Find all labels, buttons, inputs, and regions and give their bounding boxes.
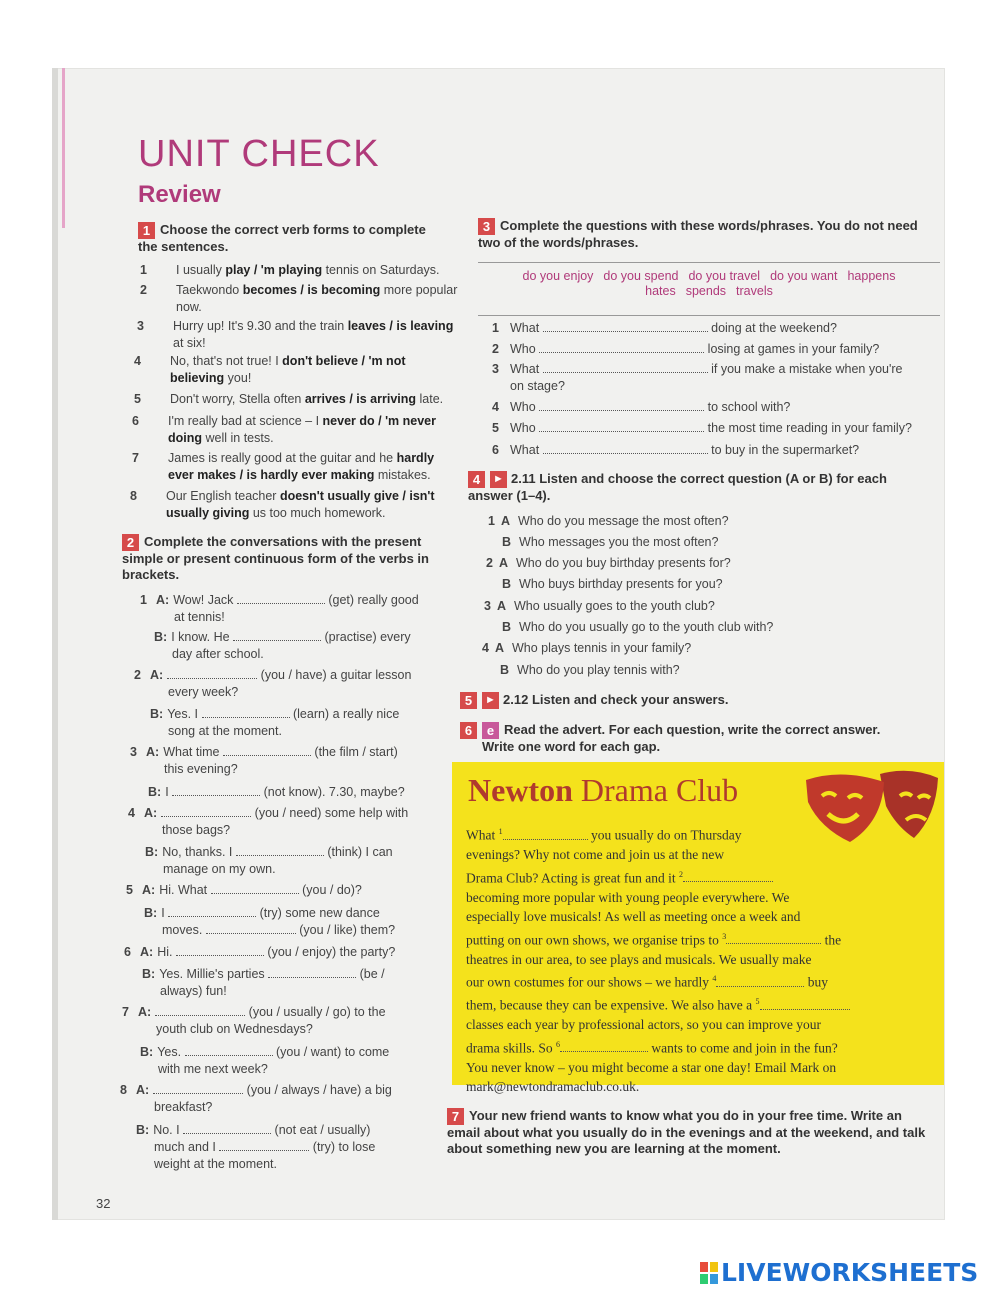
speaker: A:: [142, 883, 156, 897]
drama-club-advert: [452, 762, 944, 1094]
item-text: I: [165, 785, 173, 799]
speaker: A:: [150, 668, 164, 682]
answer-gap[interactable]: [161, 805, 251, 817]
ex2-instruction-text: Complete the conversations with the present simple or present continuous form of the verbs in brackets.: [122, 534, 429, 582]
advert-line: [466, 1015, 896, 1035]
item-text: I: [161, 906, 169, 920]
ex2-instruction: [122, 534, 440, 583]
item-text: What time: [163, 745, 223, 759]
item-text: James is really good at the guitar and he: [168, 451, 397, 465]
ex6-number: 6: [460, 722, 477, 739]
verb-options[interactable]: never do / 'm never doing: [168, 414, 436, 445]
advert-text-segment: them, because they can be expensive. We also have a: [466, 997, 756, 1013]
option-letter: B: [500, 663, 510, 677]
item-number: 4: [482, 641, 489, 655]
item-text: mistakes.: [374, 468, 431, 482]
table-row: [122, 1004, 432, 1038]
advert-line: [466, 1077, 896, 1097]
option-text: Who messages you the most often?: [519, 535, 719, 549]
verb-hint: (you / usually / go) to the: [245, 1005, 386, 1019]
page-edge-mark: [62, 68, 65, 228]
option-text: Who plays tennis in your family?: [511, 641, 692, 655]
item-number: 2: [140, 283, 147, 297]
word-option: do you want: [770, 269, 838, 283]
item-number: 4: [128, 806, 135, 820]
verb-hint: (not eat / usually): [271, 1123, 371, 1137]
advert-text-segment: theatres in our area, to see plays and musicals. We usually make: [466, 951, 812, 967]
item-text: weight at the moment.: [154, 1157, 277, 1171]
table-row: [120, 1082, 430, 1116]
answer-gap[interactable]: [202, 706, 290, 718]
advert-line: [466, 927, 896, 950]
page-number: 32: [96, 1196, 111, 1211]
item-text: What: [510, 362, 543, 376]
item-text: I usually: [176, 263, 226, 277]
item-text: Yes. Millie's parties: [159, 967, 269, 981]
item-text: Hi.: [157, 945, 176, 959]
item-text: much and I: [154, 1140, 220, 1154]
speaker: B:: [148, 785, 162, 799]
answer-gap[interactable]: [167, 667, 257, 679]
item-number: 8: [120, 1083, 127, 1097]
advert-text-segment: wants to come and join in the fun?: [648, 1040, 838, 1055]
item-number: 5: [492, 421, 499, 435]
list-item: [492, 442, 942, 459]
advert-line: [466, 950, 896, 970]
speaker: B:: [140, 1045, 154, 1059]
item-text: the most time reading in your family?: [704, 421, 912, 435]
item-text: youth club on Wednesdays?: [156, 1022, 313, 1036]
item-number: 6: [132, 414, 139, 428]
list-item[interactable]: [484, 598, 914, 615]
ex6-instruction-text: Read the advert. For each question, write the correct answer.: [504, 722, 881, 737]
advert-text-segment: you usually do on Thursday: [587, 827, 742, 843]
item-number: 3: [137, 319, 144, 333]
option-letter: A: [496, 599, 506, 613]
gap-number: 2: [678, 869, 683, 879]
item-text: song at the moment.: [168, 724, 282, 738]
answer-gap[interactable]: [543, 442, 708, 454]
speaker: B:: [142, 967, 156, 981]
ex4-number: 4: [468, 471, 485, 488]
word-option: travels: [736, 284, 773, 298]
table-row: [150, 706, 460, 740]
gap-number: 5: [755, 997, 760, 1006]
item-number: 7: [132, 451, 139, 465]
audio-icon[interactable]: ►: [490, 471, 507, 488]
item-text: doing at the weekend?: [707, 321, 837, 335]
answer-gap[interactable]: [183, 1122, 271, 1134]
table-row: [124, 944, 434, 961]
advert-text-segment: What: [466, 827, 499, 843]
item-text: I'm really bad at science – I: [168, 414, 323, 428]
answer-gap[interactable]: [185, 1044, 273, 1056]
table-row: [145, 844, 455, 878]
word-option: happens: [847, 269, 896, 283]
list-item[interactable]: [488, 513, 918, 530]
option-letter: B: [502, 577, 512, 591]
table-row: [140, 592, 450, 626]
advert-text-segment: buy: [804, 974, 828, 990]
answer-gap[interactable]: [560, 1040, 648, 1052]
answer-gap[interactable]: [543, 320, 708, 332]
word-option: do you enjoy: [522, 269, 594, 283]
item-text: with me next week?: [158, 1062, 268, 1076]
verb-options[interactable]: doesn't usually give / isn't usually giving: [166, 489, 435, 520]
item-number: 5: [134, 392, 141, 406]
ex4-track: 2.11: [511, 471, 536, 486]
table-row: [140, 1044, 450, 1078]
item-text: What: [510, 321, 543, 335]
table-row: [142, 966, 452, 1000]
item-text: on stage?: [510, 379, 565, 393]
item-text: Who: [510, 400, 540, 414]
verb-options[interactable]: becomes / is becoming: [242, 283, 381, 297]
gap-number: 6: [556, 1039, 560, 1049]
speaker: B:: [145, 845, 159, 859]
ex1-instruction-text: Choose the correct verb forms to complete the sentences.: [138, 222, 426, 254]
item-text: Hi. What: [159, 883, 211, 897]
answer-gap[interactable]: [683, 870, 773, 882]
table-row: [148, 784, 458, 801]
answer-gap[interactable]: [236, 844, 324, 856]
answer-gap[interactable]: [539, 399, 704, 411]
answer-gap[interactable]: [233, 629, 321, 641]
verb-hint: (not know). 7.30, maybe?: [260, 785, 405, 799]
verb-hint: (be /: [356, 967, 385, 981]
advert-line: [466, 907, 896, 927]
word-box-row: [478, 284, 940, 298]
word-box-row: [478, 269, 940, 283]
item-text: No, thanks. I: [162, 845, 236, 859]
speaker: B:: [150, 707, 164, 721]
table-row: [144, 905, 454, 939]
unit-title: UNIT CHECK: [138, 133, 380, 175]
item-text: No. I: [153, 1123, 184, 1137]
verb-options[interactable]: arrives / is arriving: [304, 392, 417, 406]
audio-icon[interactable]: ►: [482, 692, 499, 709]
item-text: Wow! Jack: [173, 593, 237, 607]
ex4-instruction-text: Listen and choose the correct question (A or B) for each answer (1–4).: [468, 471, 887, 503]
list-item: [132, 450, 458, 484]
ex1-number: 1: [138, 222, 155, 239]
option-text: Who do you play tennis with?: [517, 663, 680, 677]
answer-gap[interactable]: [206, 922, 296, 934]
verb-options[interactable]: hardly ever makes / is hardly ever making: [168, 451, 435, 482]
list-item: [492, 341, 942, 358]
option-letter: B: [502, 620, 512, 634]
ex2-number: 2: [122, 534, 139, 551]
exam-badge-icon: e: [482, 722, 499, 739]
item-text: us too much homework.: [249, 506, 386, 520]
answer-gap[interactable]: [176, 944, 264, 956]
item-text: late.: [416, 392, 444, 406]
item-text: What: [510, 443, 543, 457]
option-letter: B: [502, 535, 512, 549]
verb-hint: (you / like) them?: [295, 923, 396, 937]
ex5-track: 2.12: [503, 692, 529, 707]
word-box: [478, 262, 940, 316]
answer-gap[interactable]: [268, 966, 356, 978]
item-text: day after school.: [172, 647, 264, 661]
answer-gap[interactable]: [153, 1082, 243, 1094]
item-text: this evening?: [164, 762, 238, 776]
answer-gap[interactable]: [172, 784, 260, 796]
item-number: 1: [140, 263, 147, 277]
item-number: 4: [492, 400, 499, 414]
item-number: 2: [134, 668, 141, 682]
advert-text-segment: our own costumes for our shows – we hardly: [466, 974, 713, 990]
liveworksheets-logo: [700, 1258, 978, 1287]
item-text: Yes.: [157, 1045, 185, 1059]
item-text: Who: [510, 421, 540, 435]
ex3-instruction: [478, 218, 943, 251]
word-option: do you spend: [603, 269, 679, 283]
option-text: Who usually goes to the youth club?: [513, 599, 715, 613]
speaker: A:: [146, 745, 160, 759]
item-text: moves.: [162, 923, 206, 937]
list-item: [140, 282, 466, 316]
item-text: always) fun!: [160, 984, 227, 998]
verb-hint: (think) I can: [323, 845, 393, 859]
ex6-instruction: [460, 722, 930, 755]
gap-number: 4: [712, 974, 717, 983]
ex5-instruction: [460, 692, 860, 709]
list-item: [140, 262, 466, 279]
item-text: Our English teacher: [166, 489, 280, 503]
table-row: [136, 1122, 446, 1173]
verb-options[interactable]: leaves / is leaving: [347, 319, 454, 333]
option-text: Who do you buy birthday presents for?: [515, 556, 731, 570]
verb-hint: (get) really good: [324, 593, 419, 607]
item-number: 8: [130, 489, 137, 503]
list-item: [492, 399, 942, 416]
answer-gap[interactable]: [539, 420, 704, 432]
verb-hint: (try) to lose: [309, 1140, 376, 1154]
verb-hint: (you / do)?: [298, 883, 362, 897]
item-text: those bags?: [162, 823, 231, 837]
speaker: A:: [156, 593, 170, 607]
item-text: well in tests.: [202, 431, 274, 445]
option-letter: A: [500, 514, 510, 528]
item-text: at tennis!: [174, 610, 225, 624]
advert-text-segment: becoming more popular with young people everywhere. We: [466, 889, 790, 905]
item-number: 1: [488, 514, 495, 528]
speaker: B:: [144, 906, 158, 920]
table-row: [154, 629, 464, 663]
advert-title-rest: Drama Club: [572, 772, 739, 808]
table-row: [130, 744, 440, 778]
word-option: do you travel: [688, 269, 761, 283]
answer-gap[interactable]: [539, 341, 704, 353]
answer-gap[interactable]: [168, 905, 256, 917]
list-item[interactable]: [486, 555, 916, 572]
option-text: Who buys birthday presents for you?: [519, 577, 723, 591]
item-text: Taekwondo: [176, 283, 243, 297]
item-text: Yes. I: [167, 707, 202, 721]
item-text: losing at games in your family?: [704, 342, 880, 356]
list-item[interactable]: [482, 640, 912, 657]
item-text: Who: [510, 342, 540, 356]
answer-gap[interactable]: [219, 1139, 309, 1151]
word-option: hates: [645, 284, 676, 298]
speaker: A:: [140, 945, 154, 959]
verb-hint: (the film / start): [310, 745, 398, 759]
answer-gap[interactable]: [716, 975, 804, 987]
gap-number: 1: [498, 827, 503, 836]
ex3-instruction-text: Complete the questions with these words/phrases. You do not need two of the words/phrases.: [478, 218, 918, 250]
ex5-number: 5: [460, 692, 477, 709]
item-number: 3: [130, 745, 137, 759]
speaker: A:: [144, 806, 158, 820]
advert-line: [466, 822, 896, 845]
item-text: manage on my own.: [163, 862, 276, 876]
answer-gap[interactable]: [223, 744, 311, 756]
advert-title-bold: Newton: [468, 772, 573, 808]
answer-gap[interactable]: [760, 998, 850, 1010]
item-text: you!: [224, 371, 252, 385]
verb-hint: (you / want) to come: [272, 1045, 390, 1059]
advert-line: [466, 992, 896, 1015]
logo-text: LIVEWORKSHEETS: [721, 1258, 979, 1287]
ex4-instruction: [468, 471, 908, 504]
item-number: 1: [140, 593, 147, 607]
speaker: B:: [136, 1123, 150, 1137]
ex7-instruction-text: Your new friend wants to know what you do in your free time. Write an email about what you usually do in the evenings and at the weekend, and talk about something new you are learning at the moment.: [447, 1108, 926, 1156]
answer-gap[interactable]: [726, 932, 821, 944]
advert-text-segment: Drama Club? Acting is great fun and it: [466, 870, 679, 885]
verb-options[interactable]: play / 'm playing: [225, 263, 323, 277]
list-item[interactable]: [502, 576, 932, 593]
advert-line: [466, 969, 896, 992]
advert-text-segment: drama skills. So: [466, 1040, 556, 1055]
word-option: spends: [685, 284, 727, 298]
answer-gap[interactable]: [211, 882, 299, 894]
list-item[interactable]: [502, 619, 932, 636]
verb-hint: (you / have) a guitar lesson: [257, 668, 412, 682]
advert-title: [468, 772, 738, 809]
advert-line: [466, 865, 896, 888]
item-number: 7: [122, 1005, 129, 1019]
answer-gap[interactable]: [503, 828, 588, 840]
list-item: [134, 391, 460, 408]
list-item: [132, 413, 458, 447]
ex6-instruction-text-2: Write one word for each gap.: [482, 739, 661, 754]
item-number: 3: [484, 599, 491, 613]
table-row: [134, 667, 444, 701]
verb-hint: (you / need) some help with: [251, 806, 409, 820]
item-text: Don't worry, Stella often: [170, 392, 305, 406]
verb-hint: (practise) every: [321, 630, 411, 644]
advert-text: [466, 822, 896, 1097]
table-row: [126, 882, 436, 899]
item-text: tennis on Saturdays.: [322, 263, 440, 277]
option-letter: A: [498, 556, 508, 570]
option-letter: A: [494, 641, 504, 655]
list-item: [137, 318, 463, 352]
answer-gap[interactable]: [237, 592, 325, 604]
gap-number: 3: [722, 931, 727, 941]
option-text: Who do you message the most often?: [517, 514, 729, 528]
ex1-instruction: [138, 222, 438, 255]
advert-text-segment: putting on our own shows, we organise trips to: [466, 932, 723, 947]
advert-line: [466, 888, 896, 908]
advert-line: [466, 1035, 896, 1058]
ex7-number: 7: [447, 1108, 464, 1125]
item-text: every week?: [168, 685, 239, 699]
item-number: 6: [124, 945, 131, 959]
item-text: I know. He: [171, 630, 234, 644]
advert-text-segment: classes each year by professional actors, so you can improve your: [466, 1017, 822, 1032]
item-number: 2: [492, 342, 499, 356]
verb-hint: (try) some new dance: [256, 906, 380, 920]
ex5-instruction-text: Listen and check your answers.: [531, 692, 729, 707]
item-number: 2: [486, 556, 493, 570]
item-number: 6: [492, 443, 499, 457]
list-item: [492, 320, 942, 337]
liveworksheets-logo-icon: [700, 1262, 718, 1284]
verb-hint: (you / always / have) a big: [243, 1083, 392, 1097]
advert-text-segment: mark@newtondramaclub.co.uk.: [466, 1079, 640, 1094]
verb-options[interactable]: don't believe / 'm not believing: [170, 354, 406, 385]
speaker: B:: [154, 630, 168, 644]
table-row: [128, 805, 438, 839]
advert-text-segment: especially love musicals! As well as meeting once a week and: [466, 909, 801, 924]
page-spine-shadow: [52, 68, 58, 1220]
advert-text-segment: the: [821, 932, 842, 947]
list-item: [134, 353, 460, 387]
item-text: No, that's not true! I: [170, 354, 283, 368]
verb-hint: (you / enjoy) the party?: [263, 945, 396, 959]
list-item[interactable]: [502, 534, 932, 551]
item-text: to buy in the supermarket?: [707, 443, 860, 457]
speaker: A:: [138, 1005, 152, 1019]
list-item: [130, 488, 456, 522]
item-text: to school with?: [704, 400, 791, 414]
answer-gap[interactable]: [155, 1004, 245, 1016]
ex3-number: 3: [478, 218, 495, 235]
item-text: breakfast?: [154, 1100, 213, 1114]
advert-text-segment: evenings? Why not come and join us at the new: [466, 847, 725, 862]
item-text: Hurry up! It's 9.30 and the train: [173, 319, 348, 333]
ex7-instruction: [447, 1108, 932, 1157]
advert-text-segment: You never know – you might become a star one day! Email Mark on: [466, 1059, 837, 1075]
item-number: 3: [492, 362, 499, 376]
advert-line: [466, 845, 896, 865]
option-text: Who do you usually go to the youth club with?: [519, 620, 774, 634]
list-item: [492, 420, 942, 437]
speaker: A:: [136, 1083, 150, 1097]
item-number: 1: [492, 321, 499, 335]
item-text: if you make a mistake when you're: [707, 362, 903, 376]
advert-line: [466, 1058, 896, 1078]
verb-hint: (learn) a really nice: [289, 707, 400, 721]
item-text: at six!: [173, 336, 206, 350]
list-item[interactable]: [500, 662, 930, 679]
section-heading: Review: [138, 181, 221, 208]
item-number: 4: [134, 354, 141, 368]
item-text: more popular now.: [176, 283, 458, 314]
answer-gap[interactable]: [543, 361, 708, 373]
item-number: 5: [126, 883, 133, 897]
list-item: [492, 361, 942, 395]
